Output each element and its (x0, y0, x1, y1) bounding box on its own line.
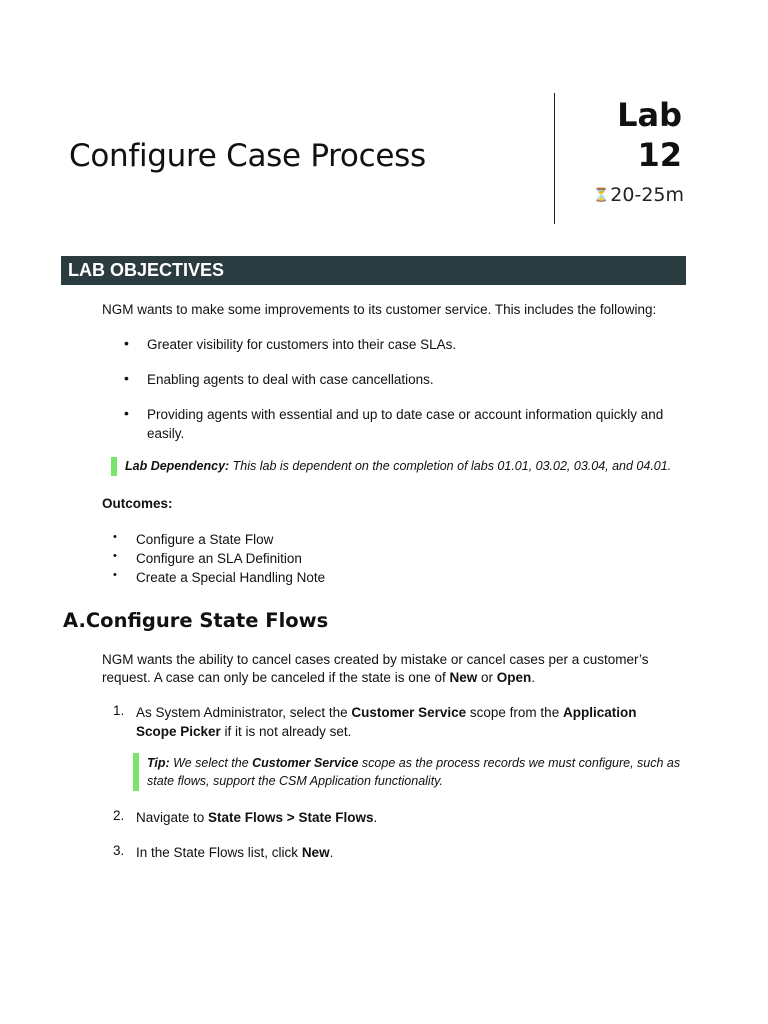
bullet-dot: • (113, 550, 117, 562)
outcome-item: Configure a State Flow (136, 532, 274, 547)
objective-item: Providing agents with essential and up to date case or account information quickly and (147, 407, 664, 422)
hourglass-icon: ⏳ (593, 187, 610, 203)
step-1-line1: As System Administrator, select the Customer Service scope from the Application (136, 705, 637, 720)
header-divider (554, 93, 555, 224)
dependency-callout-bar (111, 457, 117, 476)
bullet-dot: • (113, 531, 117, 543)
objective-item: Enabling agents to deal with case cancellations. (147, 372, 434, 387)
duration (593, 184, 684, 206)
section-title: Configure State Flows (85, 609, 329, 632)
dependency-text: This lab is dependent on the completion of labs 01.01, 03.02, 03.04, and 04.01. (229, 459, 672, 473)
page-title: Configure Case Process (69, 138, 426, 174)
objective-item: Greater visibility for customers into their case SLAs. (147, 337, 457, 352)
section-letter: A. (63, 609, 86, 632)
bullet-dot: • (124, 335, 129, 351)
step-2: Navigate to State Flows > State Flows. (136, 810, 378, 825)
section-a-intro-line1: NGM wants the ability to cancel cases created by mistake or cancel cases per a customer’s (102, 652, 649, 667)
outcome-item: Configure an SLA Definition (136, 551, 302, 566)
outcomes-heading: Outcomes: (102, 496, 173, 511)
step-number: 3. (113, 843, 125, 858)
duration-text: 20-25m (610, 184, 684, 206)
outcome-item: Create a Special Handling Note (136, 570, 326, 585)
tip-callout-bar (133, 753, 139, 791)
lab-objectives-banner: LAB OBJECTIVES (61, 256, 686, 285)
objectives-intro: NGM wants to make some improvements to its customer service. This includes the following: (102, 302, 657, 317)
step-3: In the State Flows list, click New. (136, 845, 334, 860)
bullet-dot: • (124, 405, 129, 421)
objective-item-continued: easily. (147, 426, 185, 441)
bullet-dot: • (113, 569, 117, 581)
step-number: 2. (113, 808, 125, 823)
lab-label: Lab (617, 96, 682, 134)
section-a-heading (63, 609, 328, 632)
tip-line2: state flows, support the CSM Application functionality. (147, 774, 443, 788)
tip-line1: Tip: We select the Customer Service scope as the process records we must configure, such as (147, 756, 681, 770)
lab-dependency-note (125, 457, 671, 476)
section-a-intro-line2: request. A case can only be canceled if the state is one of New or Open. (102, 670, 536, 685)
bullet-dot: • (124, 370, 129, 386)
lab-number: 12 (637, 136, 682, 174)
dependency-label: Lab Dependency: (125, 459, 230, 473)
step-1-line2: Scope Picker if it is not already set. (136, 724, 352, 739)
step-number: 1. (113, 703, 125, 718)
